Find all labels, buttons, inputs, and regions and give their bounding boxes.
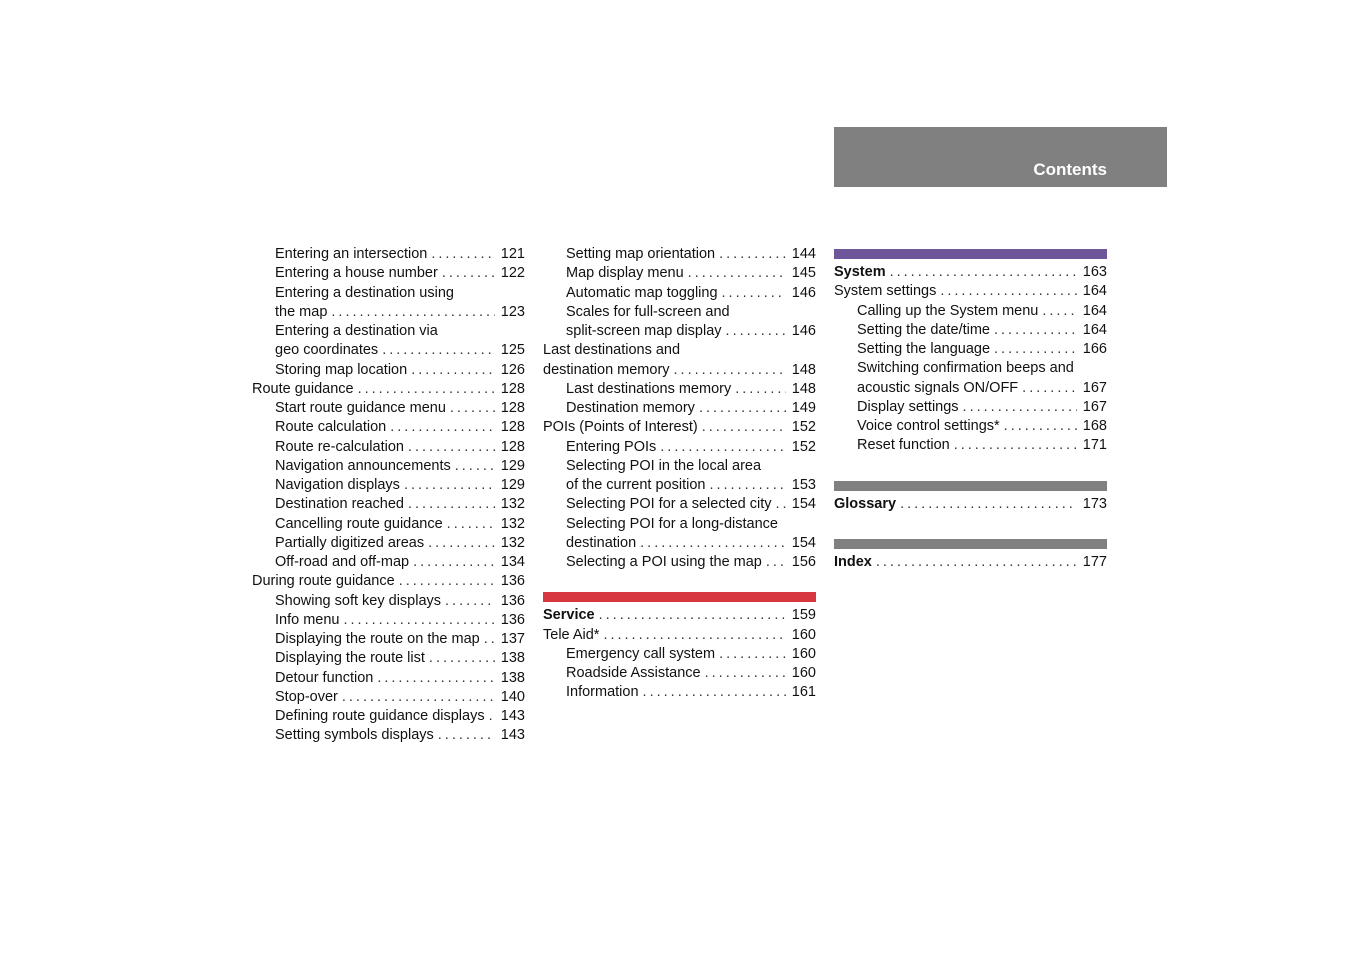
toc-entry-page: 161 bbox=[791, 684, 816, 701]
toc-entry-page: 177 bbox=[1082, 553, 1107, 570]
toc-entry-page: 163 bbox=[1082, 264, 1107, 280]
toc-entry-title: Setting the date/time bbox=[857, 321, 990, 338]
dot-leader bbox=[445, 592, 495, 611]
toc-entry-page: 128 bbox=[500, 438, 525, 455]
toc-entry-page: 146 bbox=[791, 284, 816, 301]
toc-service-section bbox=[543, 606, 816, 702]
toc-entry-page: 164 bbox=[1082, 283, 1107, 300]
toc-entry-title: Entering an intersection bbox=[275, 246, 428, 262]
toc-entry[interactable] bbox=[834, 321, 1107, 340]
toc-entry-title: Service bbox=[543, 607, 595, 624]
dot-leader bbox=[963, 398, 1077, 417]
toc-entry-page: 160 bbox=[791, 626, 816, 643]
toc-entry-title: acoustic signals ON/OFF bbox=[857, 379, 1019, 396]
dot-leader bbox=[890, 263, 1077, 282]
toc-entry[interactable] bbox=[834, 553, 1107, 572]
toc-entry-page: 154 bbox=[791, 534, 816, 551]
toc-entry-title: Display settings bbox=[857, 398, 959, 415]
toc-entry[interactable] bbox=[252, 726, 525, 745]
toc-entry-page: 148 bbox=[791, 380, 816, 397]
toc-entry[interactable] bbox=[543, 645, 816, 664]
toc-entry[interactable] bbox=[543, 245, 816, 264]
toc-entry[interactable] bbox=[543, 534, 816, 553]
dot-leader bbox=[399, 572, 495, 591]
toc-glossary-section bbox=[834, 495, 1107, 514]
toc-entry[interactable] bbox=[252, 245, 525, 264]
dot-leader bbox=[377, 669, 495, 688]
toc-entry-title: Information bbox=[566, 684, 639, 701]
dot-leader bbox=[726, 322, 786, 341]
toc-entry-page: 143 bbox=[500, 708, 525, 724]
toc-entry-title: Selecting POI in the local area bbox=[566, 457, 762, 474]
toc-entry[interactable] bbox=[834, 263, 1107, 282]
dot-leader bbox=[709, 476, 786, 495]
dot-leader bbox=[455, 457, 495, 476]
toc-entry-title: Emergency call system bbox=[566, 645, 716, 662]
toc-entry-title: Off-road and off-map bbox=[275, 554, 410, 570]
dot-leader bbox=[429, 649, 495, 668]
toc-navigation-continued bbox=[543, 245, 816, 572]
toc-entry[interactable] bbox=[252, 341, 525, 360]
toc-entry-page: 132 bbox=[500, 534, 525, 551]
dot-leader bbox=[643, 683, 786, 702]
dot-leader bbox=[722, 284, 786, 303]
dot-leader bbox=[390, 418, 495, 437]
toc-entry[interactable] bbox=[252, 418, 525, 437]
toc-entry-title: POIs (Points of Interest) bbox=[543, 419, 698, 436]
dot-leader bbox=[994, 321, 1077, 340]
toc-entry-title: Calling up the System menu bbox=[857, 302, 1039, 319]
dot-leader bbox=[702, 418, 786, 437]
toc-entry[interactable] bbox=[834, 417, 1107, 436]
dot-leader bbox=[876, 553, 1077, 572]
dot-leader bbox=[1022, 379, 1077, 398]
toc-entry-title: Entering a destination via bbox=[275, 323, 438, 339]
header-bar bbox=[834, 127, 1167, 187]
toc-entry[interactable] bbox=[252, 361, 525, 380]
toc-entry-title: Roadside Assistance bbox=[566, 665, 701, 681]
section-gap bbox=[834, 456, 1107, 481]
page-title: Contents bbox=[1033, 160, 1107, 179]
glossary-section-bar bbox=[834, 481, 1107, 491]
dot-leader bbox=[660, 438, 786, 457]
toc-entry-page: 128 bbox=[500, 380, 525, 397]
toc-entry[interactable] bbox=[543, 322, 816, 341]
toc-entry-title: Showing soft key displays bbox=[275, 592, 442, 609]
dot-leader bbox=[735, 380, 786, 399]
toc-entry-title: Setting symbols displays bbox=[275, 727, 434, 744]
system-section-bar bbox=[834, 249, 1107, 259]
dot-leader bbox=[342, 688, 495, 707]
toc-entry-title: Navigation announcements bbox=[275, 457, 451, 474]
toc-entry[interactable] bbox=[252, 380, 525, 399]
toc-entry-page: 153 bbox=[791, 477, 816, 493]
toc-entry-page: 154 bbox=[791, 496, 816, 513]
toc-entry-page: 132 bbox=[500, 515, 525, 532]
dot-leader bbox=[431, 245, 495, 264]
toc-entry-title: Entering a destination using bbox=[275, 284, 454, 301]
dot-leader bbox=[688, 264, 786, 283]
toc-entry-page: 121 bbox=[500, 246, 525, 262]
toc-entry[interactable] bbox=[252, 264, 525, 283]
toc-entry-title: Last destinations memory bbox=[566, 380, 732, 397]
toc-entry[interactable] bbox=[543, 476, 816, 495]
toc-entry-page: 144 bbox=[791, 246, 816, 262]
toc-entry-title: Destination memory bbox=[566, 400, 695, 416]
toc-entry[interactable] bbox=[543, 683, 816, 702]
toc-column-2 bbox=[543, 245, 816, 703]
dot-leader bbox=[413, 553, 495, 572]
toc-entry-title: Destination reached bbox=[275, 496, 404, 513]
toc-entry-title: Navigation displays bbox=[275, 477, 400, 493]
toc-entry[interactable] bbox=[252, 534, 525, 553]
dot-leader bbox=[1004, 417, 1077, 436]
dot-leader bbox=[408, 495, 495, 514]
toc-entry-page: 134 bbox=[500, 554, 525, 570]
toc-entry-title: Route re-calculation bbox=[275, 438, 404, 455]
toc-entry-page: 132 bbox=[500, 496, 525, 513]
toc-column-1 bbox=[252, 245, 525, 746]
toc-entry-page: 160 bbox=[791, 665, 816, 681]
toc-entry-title: Switching confirmation beeps and bbox=[857, 360, 1074, 377]
toc-entry-title: Displaying the route list bbox=[275, 650, 425, 667]
toc-entry-page: 168 bbox=[1082, 418, 1107, 434]
toc-entry[interactable] bbox=[543, 418, 816, 437]
toc-entry-page: 160 bbox=[791, 645, 816, 662]
toc-entry-title: Info menu bbox=[275, 611, 340, 628]
toc-entry-title: During route guidance bbox=[252, 573, 395, 590]
toc-entry-title: Glossary bbox=[834, 495, 897, 512]
toc-entry-title: Detour function bbox=[275, 669, 374, 686]
toc-entry-page: 136 bbox=[500, 592, 525, 609]
toc-entry[interactable] bbox=[543, 380, 816, 399]
dot-leader bbox=[442, 264, 495, 283]
toc-entry-page: 156 bbox=[791, 554, 816, 570]
toc-entry-title: Last destinations and bbox=[543, 342, 681, 359]
toc-entry[interactable] bbox=[252, 553, 525, 572]
dot-leader bbox=[382, 341, 495, 360]
toc-entry bbox=[834, 359, 1107, 378]
toc-entry-page: 140 bbox=[500, 688, 525, 705]
toc-entry-page: 138 bbox=[500, 669, 525, 686]
dot-leader bbox=[705, 664, 786, 683]
dot-leader bbox=[484, 630, 495, 649]
toc-entry[interactable] bbox=[543, 399, 816, 418]
toc-entry[interactable] bbox=[834, 302, 1107, 321]
toc-entry-page: 143 bbox=[500, 727, 525, 744]
toc-entry-page: 136 bbox=[500, 611, 525, 628]
toc-entry[interactable] bbox=[252, 457, 525, 476]
toc-entry-page: 167 bbox=[1082, 379, 1107, 396]
toc-entry-title: System bbox=[834, 264, 886, 280]
toc-entry-page: 164 bbox=[1082, 321, 1107, 338]
dot-leader bbox=[640, 534, 786, 553]
dot-leader bbox=[344, 611, 496, 630]
toc-entry[interactable] bbox=[543, 553, 816, 572]
toc-entry[interactable] bbox=[252, 592, 525, 611]
toc-entry-title: Voice control settings* bbox=[857, 418, 1000, 434]
toc-entry[interactable] bbox=[252, 688, 525, 707]
toc-entry bbox=[543, 341, 816, 360]
toc-system-section bbox=[834, 263, 1107, 456]
dot-leader bbox=[776, 495, 786, 514]
toc-entry-title: Partially digitized areas bbox=[275, 534, 425, 551]
toc-entry-title: Tele Aid* bbox=[543, 626, 600, 643]
dot-leader bbox=[1042, 302, 1077, 321]
dot-leader bbox=[719, 245, 786, 264]
toc-entry-title: Scales for full-screen and bbox=[566, 303, 730, 320]
toc-entry[interactable] bbox=[834, 495, 1107, 514]
dot-leader bbox=[940, 282, 1077, 301]
toc-entry[interactable] bbox=[252, 630, 525, 649]
dot-leader bbox=[603, 626, 786, 645]
toc-entry[interactable] bbox=[252, 649, 525, 668]
toc-entry-page: 145 bbox=[791, 265, 816, 282]
toc-entry-title: Automatic map toggling bbox=[566, 284, 718, 301]
toc-entry-title: of the current position bbox=[566, 477, 706, 493]
toc-entry[interactable] bbox=[252, 399, 525, 418]
toc-entry[interactable] bbox=[252, 611, 525, 630]
dot-leader bbox=[766, 553, 786, 572]
toc-entry-title: Displaying the route on the map bbox=[275, 631, 480, 647]
toc-entry-title: destination memory bbox=[543, 361, 670, 378]
toc-entry-page: 125 bbox=[500, 342, 525, 359]
toc-entry[interactable] bbox=[252, 669, 525, 688]
dot-leader bbox=[331, 303, 495, 322]
toc-entry-title: destination bbox=[566, 534, 637, 551]
toc-entry-page: 128 bbox=[500, 419, 525, 436]
toc-entry[interactable] bbox=[543, 438, 816, 457]
toc-entry[interactable] bbox=[834, 379, 1107, 398]
dot-leader bbox=[428, 534, 495, 553]
toc-entry-title: Selecting POI for a long-distance bbox=[566, 515, 778, 532]
toc-entry-page: 159 bbox=[791, 607, 816, 624]
toc-entry[interactable] bbox=[252, 303, 525, 322]
dot-leader bbox=[674, 361, 786, 380]
toc-entry-title: Entering a house number bbox=[275, 265, 438, 282]
toc-entry[interactable] bbox=[543, 284, 816, 303]
service-section-bar bbox=[543, 592, 816, 602]
toc-entry[interactable] bbox=[543, 606, 816, 625]
toc-entry-page: 123 bbox=[500, 303, 525, 320]
dot-leader bbox=[438, 726, 495, 745]
toc-entry-page: 173 bbox=[1082, 495, 1107, 512]
toc-entry-title: the map bbox=[275, 303, 328, 320]
toc-entry-title: Index bbox=[834, 553, 872, 570]
toc-entry-title: Setting the language bbox=[857, 341, 991, 357]
toc-entry-page: 137 bbox=[500, 631, 525, 647]
dot-leader bbox=[954, 436, 1077, 455]
toc-entry-page: 152 bbox=[791, 438, 816, 455]
toc-entry[interactable] bbox=[543, 361, 816, 380]
toc-entry[interactable] bbox=[834, 340, 1107, 359]
toc-entry[interactable] bbox=[252, 495, 525, 514]
toc-entry-title: Cancelling route guidance bbox=[275, 515, 443, 532]
toc-entry-title: Start route guidance menu bbox=[275, 400, 446, 416]
toc-entry-title: Route guidance bbox=[252, 380, 354, 397]
toc-entry-title: Route calculation bbox=[275, 419, 387, 436]
dot-leader bbox=[358, 380, 495, 399]
toc-entry-page: 146 bbox=[791, 323, 816, 339]
dot-leader bbox=[489, 707, 495, 726]
dot-leader bbox=[447, 515, 495, 534]
toc-entry-page: 152 bbox=[791, 419, 816, 436]
toc-entry-page: 128 bbox=[500, 400, 525, 416]
toc-entry bbox=[252, 322, 525, 341]
dot-leader bbox=[599, 606, 786, 625]
toc-entry-page: 148 bbox=[791, 361, 816, 378]
toc-entry[interactable] bbox=[834, 398, 1107, 417]
toc-entry-page: 126 bbox=[500, 361, 525, 378]
toc-entry-page: 129 bbox=[500, 477, 525, 493]
toc-entry-title: Stop-over bbox=[275, 688, 338, 705]
dot-leader bbox=[404, 476, 495, 495]
toc-entry[interactable] bbox=[543, 664, 816, 683]
toc-entry bbox=[252, 284, 525, 303]
toc-entry-title: Storing map location bbox=[275, 361, 408, 378]
dot-leader bbox=[450, 399, 495, 418]
toc-index-section bbox=[834, 553, 1107, 572]
toc-entry-page: 164 bbox=[1082, 302, 1107, 319]
toc-entry[interactable] bbox=[252, 515, 525, 534]
toc-column-3 bbox=[834, 249, 1107, 572]
toc-entry bbox=[543, 303, 816, 322]
toc-entry bbox=[543, 515, 816, 534]
toc-entry[interactable] bbox=[252, 572, 525, 591]
toc-entry bbox=[543, 457, 816, 476]
dot-leader bbox=[411, 361, 495, 380]
toc-entry-page: 136 bbox=[500, 573, 525, 590]
toc-entry[interactable] bbox=[252, 476, 525, 495]
toc-entry[interactable] bbox=[543, 495, 816, 514]
toc-entry-page: 167 bbox=[1082, 398, 1107, 415]
toc-entry-page: 122 bbox=[500, 265, 525, 282]
toc-entry-title: geo coordinates bbox=[275, 342, 379, 359]
section-gap bbox=[834, 514, 1107, 539]
toc-entry-page: 138 bbox=[500, 650, 525, 667]
toc-entry-title: Selecting a POI using the map bbox=[566, 554, 762, 570]
toc-entry-title: Reset function bbox=[857, 437, 950, 454]
toc-entry-title: Map display menu bbox=[566, 265, 684, 282]
toc-entry[interactable] bbox=[543, 264, 816, 283]
toc-entry-title: Selecting POI for a selected city bbox=[566, 496, 772, 513]
toc-entry[interactable] bbox=[543, 626, 816, 645]
toc-entry-page: 129 bbox=[500, 457, 525, 474]
dot-leader bbox=[699, 399, 786, 418]
section-gap bbox=[543, 572, 816, 592]
toc-entry[interactable] bbox=[834, 282, 1107, 301]
index-section-bar bbox=[834, 539, 1107, 549]
toc-entry-page: 171 bbox=[1082, 437, 1107, 454]
toc-entry-title: Entering POIs bbox=[566, 438, 657, 455]
toc-entry-page: 149 bbox=[791, 400, 816, 416]
toc-entry[interactable] bbox=[252, 707, 525, 726]
toc-entry-page: 166 bbox=[1082, 341, 1107, 357]
toc-entry-title: split-screen map display bbox=[566, 323, 722, 339]
dot-leader bbox=[900, 495, 1077, 514]
dot-leader bbox=[719, 645, 786, 664]
dot-leader bbox=[408, 438, 495, 457]
toc-entry[interactable] bbox=[834, 436, 1107, 455]
dot-leader bbox=[994, 340, 1077, 359]
toc-entry[interactable] bbox=[252, 438, 525, 457]
toc-entry-title: System settings bbox=[834, 283, 937, 300]
toc-entry-title: Defining route guidance displays bbox=[275, 708, 485, 724]
toc-entry-title: Setting map orientation bbox=[566, 246, 716, 262]
